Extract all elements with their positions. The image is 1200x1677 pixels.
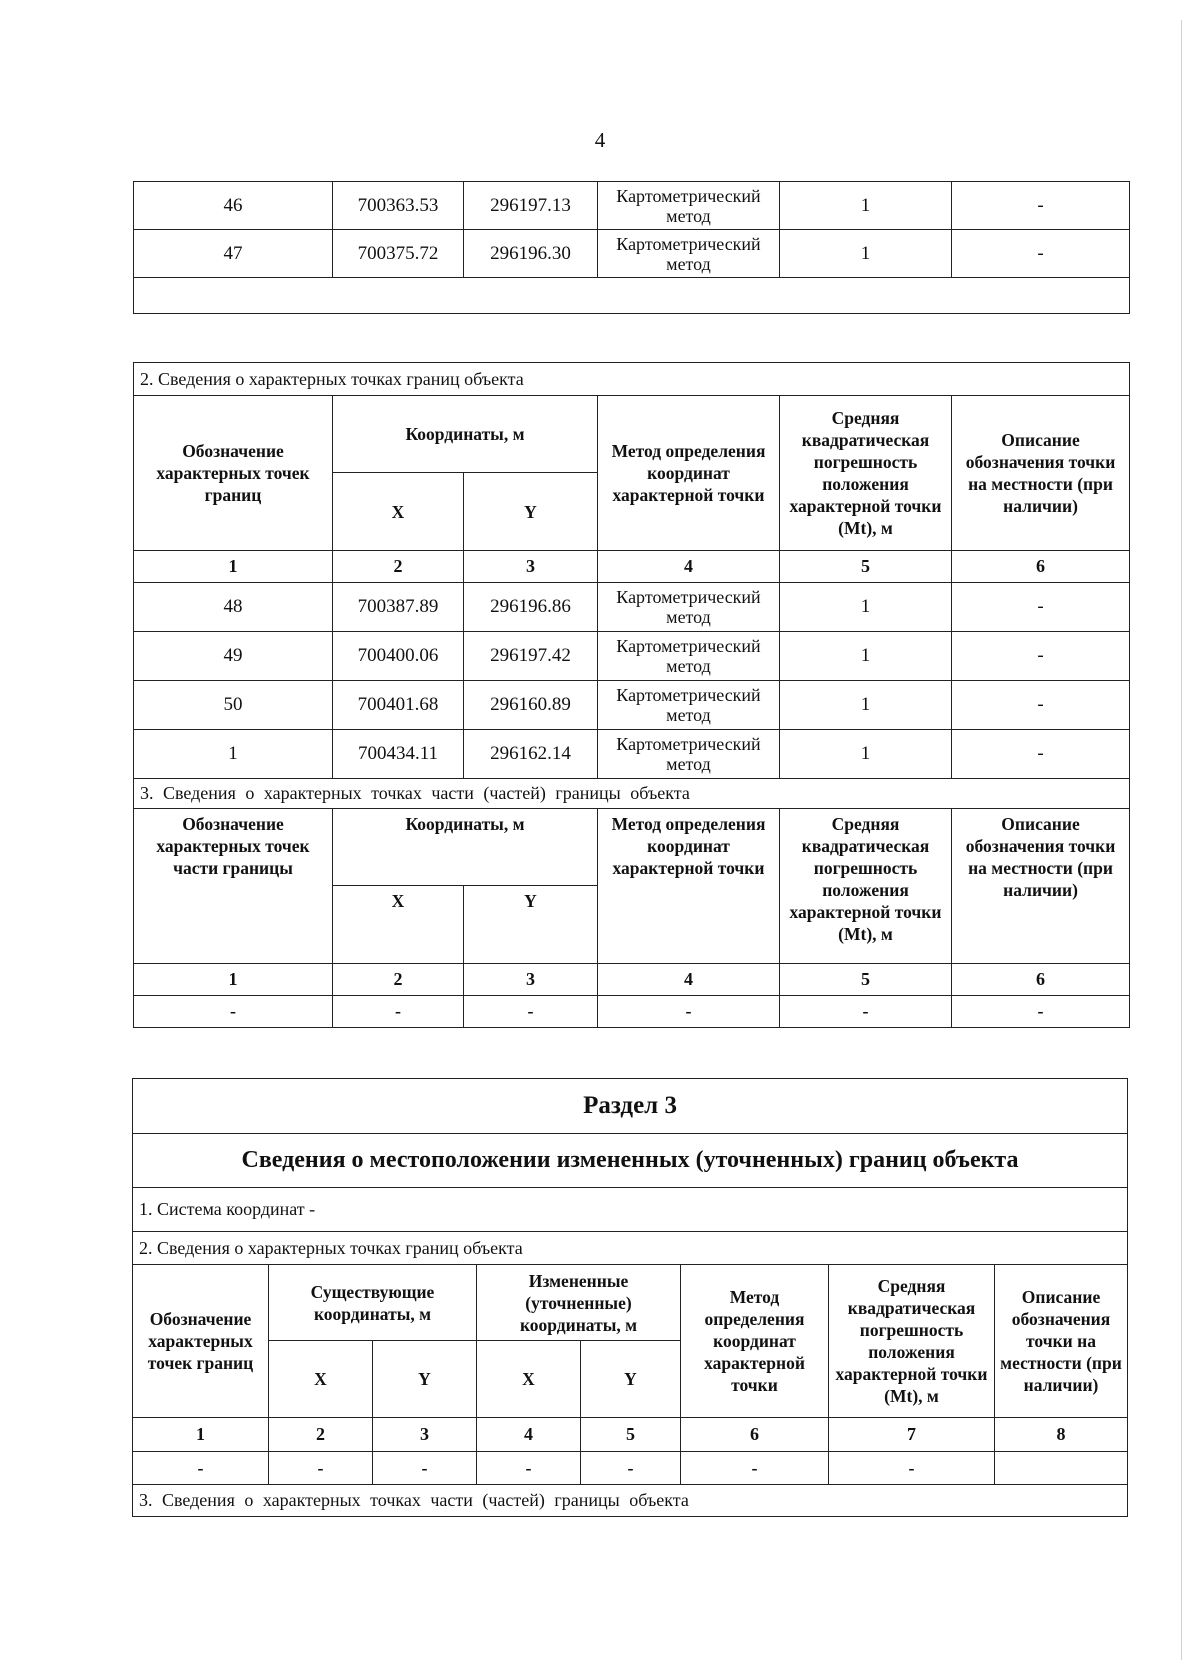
- s3-header-existing: Существующие координаты, м: [269, 1265, 477, 1341]
- y-cell: 296196.86: [464, 583, 598, 632]
- table-row: [134, 182, 1130, 230]
- mt-cell: 1: [780, 681, 952, 730]
- s3-header-x1: X: [269, 1341, 373, 1418]
- point-cell: 46: [134, 182, 333, 230]
- col-number: 8: [995, 1418, 1128, 1452]
- x-cell: 700434.11: [333, 730, 464, 779]
- s3-part-section-title: 3. Сведения о характерных точках части (частей) границы объекта: [133, 1485, 1128, 1517]
- s3-header-x2: X: [477, 1341, 581, 1418]
- mt-cell: 1: [780, 730, 952, 779]
- desc-cell: -: [952, 182, 1130, 230]
- col-number: 6: [952, 551, 1130, 583]
- header-desc: Описание обозначения точки на местности (при наличии): [952, 396, 1130, 551]
- part-header-x: X: [333, 886, 464, 964]
- part-section-title: 3. Сведения о характерных точках части (частей) границы объекта: [134, 779, 1130, 809]
- col-number: 3: [464, 551, 598, 583]
- method-cell: Картометрический метод: [598, 632, 780, 681]
- col-number: 1: [134, 964, 333, 996]
- col-number: 5: [780, 551, 952, 583]
- method-cell: Картометрический метод: [598, 730, 780, 779]
- header-mt: Средняя квадратическая погрешность положения характерной точки (Mt), м: [780, 396, 952, 551]
- y-cell: 296160.89: [464, 681, 598, 730]
- empty-cell: -: [829, 1452, 995, 1485]
- empty-cell: [995, 1452, 1128, 1485]
- col-number: 1: [133, 1418, 269, 1452]
- y-cell: 296196.30: [464, 230, 598, 278]
- header-point: Обозначение характерных точек границ: [134, 396, 333, 551]
- col-number: 4: [598, 964, 780, 996]
- mt-cell: 1: [780, 632, 952, 681]
- empty-cell: -: [269, 1452, 373, 1485]
- col-number: 2: [333, 964, 464, 996]
- part-header-coords: Координаты, м: [333, 809, 598, 886]
- points-table-continuation: [133, 181, 1130, 314]
- point-cell: 47: [134, 230, 333, 278]
- mt-cell: 1: [780, 583, 952, 632]
- method-cell: Картометрический метод: [598, 182, 780, 230]
- table-row: [134, 230, 1130, 278]
- coord-system: 1. Система координат -: [133, 1188, 1128, 1232]
- empty-cell: -: [598, 996, 780, 1028]
- header-coords: Координаты, м: [333, 396, 598, 473]
- section3-table: [132, 1078, 1128, 1517]
- x-cell: 700375.72: [333, 230, 464, 278]
- y-cell: 296162.14: [464, 730, 598, 779]
- s3-header-changed: Измененные (уточненные) координаты, м: [477, 1265, 681, 1341]
- table-row: [134, 681, 1130, 730]
- col-number: 5: [581, 1418, 681, 1452]
- part-header-y: Y: [464, 886, 598, 964]
- s3-column-numbers-row: [133, 1418, 1128, 1452]
- section-title: 2. Сведения о характерных точках границ объекта: [134, 363, 1130, 396]
- section3-title: Раздел 3: [133, 1079, 1128, 1134]
- empty-cell: -: [333, 996, 464, 1028]
- col-number: 2: [269, 1418, 373, 1452]
- part-column-numbers-row: [134, 964, 1130, 996]
- col-number: 4: [477, 1418, 581, 1452]
- col-number: 6: [952, 964, 1130, 996]
- page-edge-line: [1181, 20, 1182, 1660]
- y-cell: 296197.13: [464, 182, 598, 230]
- col-number: 1: [134, 551, 333, 583]
- table-row: [134, 730, 1130, 779]
- desc-cell: -: [952, 681, 1130, 730]
- empty-cell: -: [780, 996, 952, 1028]
- column-numbers-row: [134, 551, 1130, 583]
- method-cell: Картометрический метод: [598, 230, 780, 278]
- points-section-title: 2. Сведения о характерных точках границ объекта: [133, 1232, 1128, 1265]
- mt-cell: 1: [780, 230, 952, 278]
- s3-header-y1: Y: [373, 1341, 477, 1418]
- s3-header-point: Обозначение характерных точек границ: [133, 1265, 269, 1418]
- col-number: 4: [598, 551, 780, 583]
- header-y: Y: [464, 473, 598, 551]
- s3-header-desc: Описание обозначения точки на местности (при наличии): [995, 1265, 1128, 1418]
- x-cell: 700400.06: [333, 632, 464, 681]
- empty-cell: -: [464, 996, 598, 1028]
- point-cell: 49: [134, 632, 333, 681]
- desc-cell: -: [952, 730, 1130, 779]
- mt-cell: 1: [780, 182, 952, 230]
- point-cell: 50: [134, 681, 333, 730]
- empty-cell: -: [477, 1452, 581, 1485]
- empty-cell: -: [373, 1452, 477, 1485]
- table-row: [134, 583, 1130, 632]
- s3-header-method: Метод определения координат характерной точки: [681, 1265, 829, 1418]
- header-x: X: [333, 473, 464, 551]
- point-cell: 48: [134, 583, 333, 632]
- col-number: 7: [829, 1418, 995, 1452]
- desc-cell: -: [952, 230, 1130, 278]
- x-cell: 700363.53: [333, 182, 464, 230]
- section3-subtitle: Сведения о местоположении измененных (уточненных) границ объекта: [133, 1134, 1128, 1188]
- col-number: 6: [681, 1418, 829, 1452]
- s3-header-y2: Y: [581, 1341, 681, 1418]
- x-cell: 700387.89: [333, 583, 464, 632]
- part-row: [134, 996, 1130, 1028]
- part-header-mt: Средняя квадратическая погрешность положения характерной точки (Mt), м: [780, 809, 952, 964]
- empty-cell: -: [952, 996, 1130, 1028]
- part-header-method: Метод определения координат характерной точки: [598, 809, 780, 964]
- part-header-desc: Описание обозначения точки на местности (при наличии): [952, 809, 1130, 964]
- s3-data-row: [133, 1452, 1128, 1485]
- empty-cell: -: [133, 1452, 269, 1485]
- table-row: [134, 632, 1130, 681]
- page-number: 4: [594, 128, 606, 152]
- col-number: 2: [333, 551, 464, 583]
- method-cell: Картометрический метод: [598, 681, 780, 730]
- col-number: 3: [373, 1418, 477, 1452]
- method-cell: Картометрический метод: [598, 583, 780, 632]
- empty-cell: -: [681, 1452, 829, 1485]
- y-cell: 296197.42: [464, 632, 598, 681]
- x-cell: 700401.68: [333, 681, 464, 730]
- col-number: 3: [464, 964, 598, 996]
- points-table: [133, 362, 1130, 1028]
- desc-cell: -: [952, 632, 1130, 681]
- col-number: 5: [780, 964, 952, 996]
- desc-cell: -: [952, 583, 1130, 632]
- point-cell: 1: [134, 730, 333, 779]
- part-header-point: Обозначение характерных точек части границы: [134, 809, 333, 964]
- s3-header-mt: Средняя квадратическая погрешность положения характерной точки (Mt), м: [829, 1265, 995, 1418]
- empty-row: [134, 278, 1130, 314]
- header-method: Метод определения координат характерной точки: [598, 396, 780, 551]
- empty-cell: -: [134, 996, 333, 1028]
- empty-cell: -: [581, 1452, 681, 1485]
